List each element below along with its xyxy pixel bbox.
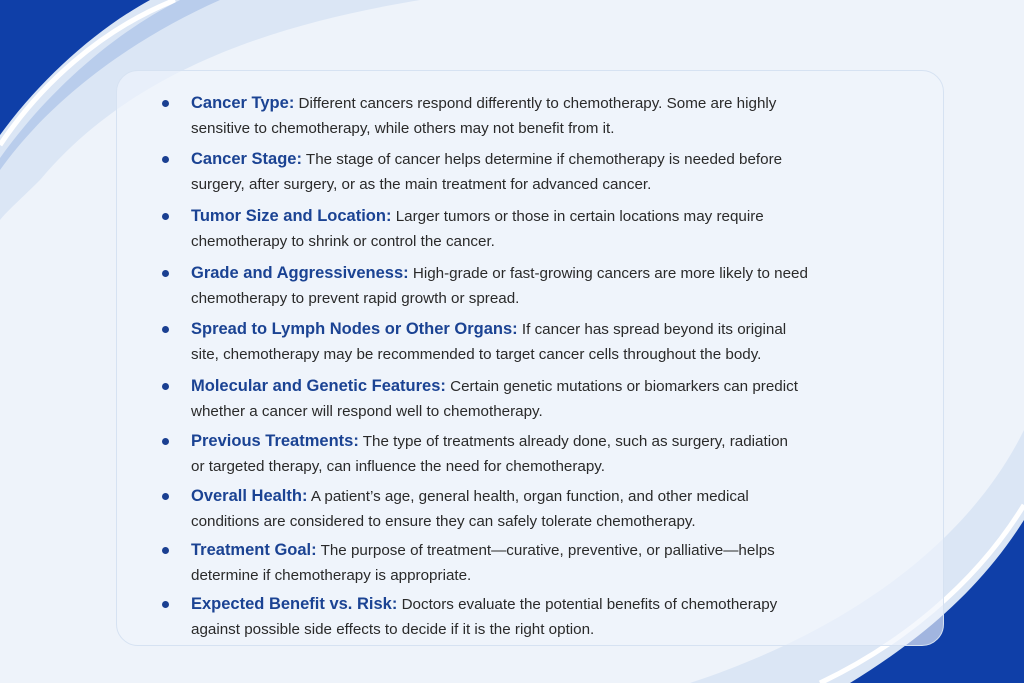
factor-description-cont: surgery, after surgery, or as the main treatment for advanced cancer. xyxy=(191,176,652,193)
factor-description-cont: determine if chemotherapy is appropriate. xyxy=(191,567,472,584)
factor-term: Overall Health: xyxy=(191,487,308,505)
factor-description: Doctors evaluate the potential benefits of chemotherapy xyxy=(401,596,778,613)
factor-description-cont: chemotherapy to prevent rapid growth or spread. xyxy=(191,290,520,307)
list-item xyxy=(191,204,891,254)
bullet-icon xyxy=(162,547,169,554)
factor-term: Tumor Size and Location: xyxy=(191,207,392,225)
factor-description-cont: or targeted therapy, can influence the need for chemotherapy. xyxy=(191,458,605,475)
bullet-icon xyxy=(162,213,169,220)
factor-description: The stage of cancer helps determine if chemotherapy is needed before xyxy=(305,151,783,168)
list-item xyxy=(191,374,891,424)
bullet-icon xyxy=(162,326,169,333)
factor-description: Larger tumors or those in certain locations may require xyxy=(395,208,764,225)
bullet-icon xyxy=(162,493,169,500)
bullet-icon xyxy=(162,100,169,107)
factor-term: Previous Treatments: xyxy=(191,432,359,450)
factor-description: Different cancers respond differently to chemotherapy. Some are highly xyxy=(298,95,777,112)
factor-description: A patient’s age, general health, organ function, and other medical xyxy=(310,488,749,505)
factor-term: Grade and Aggressiveness: xyxy=(191,264,409,282)
factor-description: High-grade or fast-growing cancers are more likely to need xyxy=(412,265,808,282)
list-item xyxy=(191,592,891,642)
factor-description-cont: chemotherapy to shrink or control the cancer. xyxy=(191,233,495,250)
bullet-icon xyxy=(162,383,169,390)
list-item xyxy=(191,317,891,367)
factor-term: Molecular and Genetic Features: xyxy=(191,377,446,395)
list-item xyxy=(191,484,891,534)
factor-term: Spread to Lymph Nodes or Other Organs: xyxy=(191,320,518,338)
list-item xyxy=(191,538,891,588)
factor-description: Certain genetic mutations or biomarkers can predict xyxy=(450,378,798,395)
bullet-icon xyxy=(162,601,169,608)
factor-description-cont: whether a cancer will respond well to chemotherapy. xyxy=(191,403,543,420)
factor-description-cont: against possible side effects to decide if it is the right option. xyxy=(191,621,595,638)
list-item xyxy=(191,147,891,197)
bullet-icon xyxy=(162,270,169,277)
factor-term: Treatment Goal: xyxy=(191,541,317,559)
bullet-icon xyxy=(162,156,169,163)
list-item xyxy=(191,91,891,141)
factor-description-cont: conditions are considered to ensure they can safely tolerate chemotherapy. xyxy=(191,513,696,530)
factor-description-cont: sensitive to chemotherapy, while others may not benefit from it. xyxy=(191,120,615,137)
list-item xyxy=(191,429,891,479)
factor-term: Expected Benefit vs. Risk: xyxy=(191,595,398,613)
factor-description-cont: site, chemotherapy may be recommended to target cancer cells throughout the body. xyxy=(191,346,762,363)
factor-description: The type of treatments already done, such as surgery, radiation xyxy=(362,433,788,450)
bullet-icon xyxy=(162,438,169,445)
factor-description: The purpose of treatment—curative, preventive, or palliative—helps xyxy=(320,542,775,559)
list-item xyxy=(191,261,891,311)
factor-description: If cancer has spread beyond its original xyxy=(521,321,787,338)
factor-term: Cancer Type: xyxy=(191,94,295,112)
factor-term: Cancer Stage: xyxy=(191,150,302,168)
